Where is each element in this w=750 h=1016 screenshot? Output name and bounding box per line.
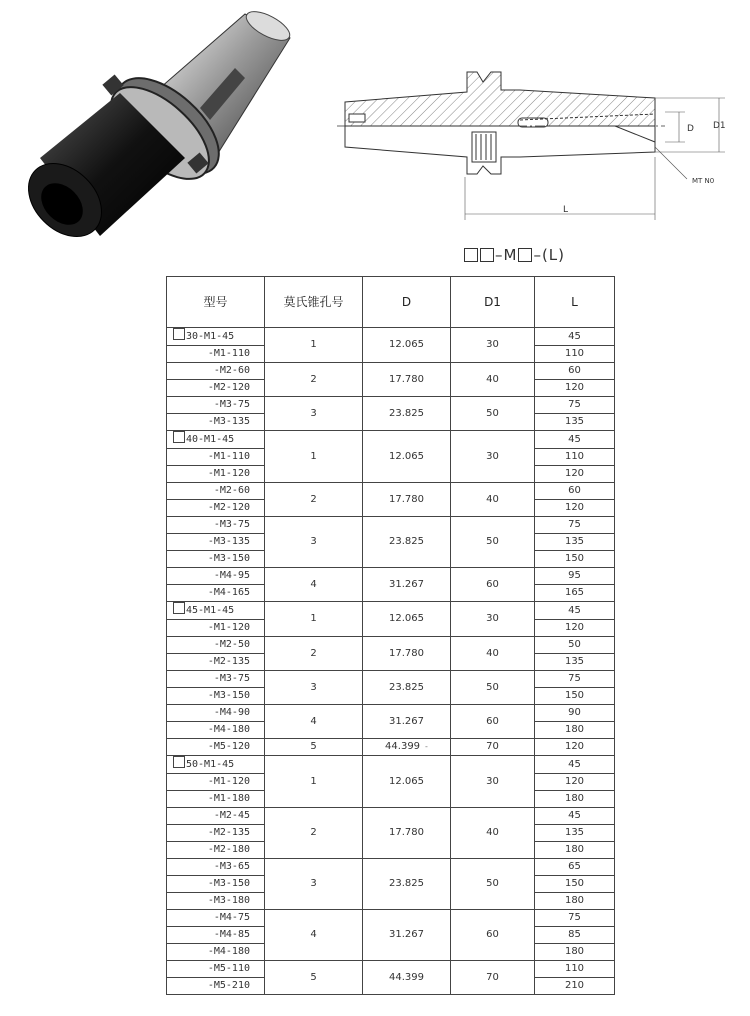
cell-taper: [265, 397, 363, 431]
cell-d1: [451, 602, 535, 637]
cell-l: 50: [535, 637, 615, 654]
table-row: [167, 739, 615, 756]
cell-taper: [265, 910, 363, 961]
cell-d1-value: 40: [486, 373, 499, 385]
cell-l: 95: [535, 568, 615, 585]
dim-label-d1: D1: [713, 121, 726, 131]
cell-taper-value: 2: [310, 493, 317, 505]
model-code: -M5-110: [207, 963, 250, 974]
model-code: 45-M1-45: [186, 605, 235, 616]
cell-model: [167, 722, 265, 739]
cell-model: [167, 483, 265, 500]
cell-model: [167, 876, 265, 893]
cell-taper-value: 3: [310, 536, 317, 547]
table-row: [167, 431, 615, 449]
cell-model: [167, 449, 265, 466]
cell-model: [167, 346, 265, 363]
cell-model: [167, 568, 265, 585]
cell-l: 75: [535, 671, 615, 688]
cell-d1-value: 50: [486, 536, 499, 547]
model-code: -M3-180: [207, 895, 250, 906]
table-row: [167, 602, 615, 620]
cell-d1-value: 70: [486, 741, 499, 752]
cell-l: 180: [535, 791, 615, 808]
model-code: -M3-65: [213, 861, 250, 872]
cell-d: [363, 671, 451, 705]
placeholder-box: [173, 328, 185, 340]
cell-l: 135: [535, 654, 615, 671]
cell-d-value: 12.065: [389, 450, 424, 462]
cell-l: 210: [535, 978, 615, 995]
cell-d1-value: 60: [486, 715, 499, 727]
model-code: -M1-180: [207, 793, 250, 804]
cell-taper: [265, 671, 363, 705]
model-code: -M3-150: [207, 553, 250, 564]
header-l: L: [535, 277, 615, 328]
cell-d1-value: 40: [486, 827, 499, 838]
cell-taper: [265, 859, 363, 910]
header-model: 型号: [167, 277, 265, 328]
cell-l: 150: [535, 551, 615, 568]
formula-mid: –M: [495, 246, 518, 264]
cell-d: [363, 961, 451, 995]
cell-model: [167, 517, 265, 534]
model-code: -M2-120: [207, 502, 250, 513]
cell-d-value: 31.267: [389, 929, 424, 940]
table-row: [167, 808, 615, 825]
cell-model: [167, 893, 265, 910]
cell-taper-value: 3: [310, 681, 317, 693]
cell-model: [167, 431, 265, 449]
spec-table: [166, 276, 615, 995]
cell-model: [167, 859, 265, 876]
cell-d1: [451, 637, 535, 671]
cell-l: 60: [535, 363, 615, 380]
cell-d1: [451, 397, 535, 431]
model-code-formula: [463, 245, 565, 265]
model-code: -M2-120: [207, 382, 250, 393]
header-d: D: [363, 277, 451, 328]
table-row: [167, 671, 615, 688]
model-code: -M3-75: [213, 399, 250, 410]
cell-d-value: 23.825: [389, 681, 424, 693]
cell-model: [167, 927, 265, 944]
cell-d1: [451, 517, 535, 568]
cell-model: [167, 620, 265, 637]
model-code: -M2-60: [213, 485, 250, 496]
cell-d: [363, 859, 451, 910]
cell-d: [363, 602, 451, 637]
placeholder-box: [480, 248, 494, 262]
cell-taper-value: 1: [310, 775, 317, 787]
model-code: -M2-45: [213, 810, 250, 821]
cell-l: 120: [535, 380, 615, 397]
dim-label-d: D: [687, 124, 694, 134]
cell-l: 45: [535, 431, 615, 449]
placeholder-box: [518, 248, 532, 262]
model-code: -M4-90: [213, 707, 250, 718]
cell-d1-value: 60: [486, 929, 499, 940]
cell-taper-value: 5: [310, 971, 317, 983]
dim-label-l: L: [563, 205, 569, 215]
cell-taper: [265, 756, 363, 808]
cell-d1: [451, 808, 535, 859]
cell-d1: [451, 859, 535, 910]
cell-d-value: 31.267: [389, 715, 424, 727]
cell-model: [167, 774, 265, 791]
cell-d: [363, 808, 451, 859]
table-row: [167, 517, 615, 534]
cell-l: 135: [535, 534, 615, 551]
cell-l: 85: [535, 927, 615, 944]
cell-l: 65: [535, 859, 615, 876]
cell-d: [363, 483, 451, 517]
cell-l: 110: [535, 346, 615, 363]
cell-taper: [265, 808, 363, 859]
cell-d1: [451, 739, 535, 756]
cell-d: [363, 637, 451, 671]
table-row: [167, 859, 615, 876]
cell-model: [167, 500, 265, 517]
cell-d: [363, 756, 451, 808]
cell-d1-value: 50: [486, 681, 499, 693]
cell-l: 45: [535, 602, 615, 620]
cell-taper-value: 3: [310, 407, 317, 419]
table-row: [167, 328, 615, 346]
cell-taper-value: 1: [310, 339, 317, 350]
dim-label-mt: MT N0: [692, 177, 715, 185]
cell-d: [363, 328, 451, 363]
cell-l: 180: [535, 944, 615, 961]
cell-d1-value: 60: [486, 578, 499, 590]
cell-d1-value: 30: [486, 613, 499, 624]
cell-d1: [451, 483, 535, 517]
header-d1: D1: [451, 277, 535, 328]
cell-model: [167, 705, 265, 722]
cell-d: [363, 397, 451, 431]
product-photo: [10, 8, 310, 243]
cell-taper: [265, 961, 363, 995]
cell-l: 180: [535, 722, 615, 739]
model-code: -M4-95: [213, 570, 250, 581]
cell-taper: [265, 602, 363, 637]
table-row: [167, 910, 615, 927]
cell-taper-value: 1: [310, 613, 317, 624]
model-code: -M1-120: [207, 468, 250, 479]
technical-drawing: [335, 62, 740, 237]
cell-model: [167, 910, 265, 927]
cell-d1-value: 30: [486, 775, 499, 787]
cell-d-value: 31.267: [389, 578, 424, 590]
cell-d1: [451, 568, 535, 602]
model-code: -M4-180: [207, 946, 250, 957]
table-row: [167, 637, 615, 654]
cell-l: 110: [535, 961, 615, 978]
cell-d-value: 12.065: [389, 339, 424, 350]
cell-model: [167, 637, 265, 654]
cell-d: [363, 739, 451, 756]
cell-taper: [265, 363, 363, 397]
cell-d: [363, 517, 451, 568]
cell-l: 75: [535, 397, 615, 414]
model-code: -M4-85: [213, 929, 250, 940]
cell-d1: [451, 705, 535, 739]
cell-model: [167, 756, 265, 774]
cell-d-value: 17.780: [389, 647, 424, 659]
cell-model: [167, 944, 265, 961]
cell-l: 120: [535, 774, 615, 791]
model-code: -M3-75: [213, 673, 250, 684]
cell-model: [167, 842, 265, 859]
cell-taper: [265, 483, 363, 517]
table-row: [167, 756, 615, 774]
cell-l: 120: [535, 500, 615, 517]
cell-taper-value: 2: [310, 647, 317, 659]
cell-model: [167, 585, 265, 602]
placeholder-box: [173, 431, 185, 443]
cell-taper: [265, 328, 363, 363]
cell-l: 45: [535, 756, 615, 774]
stray-mark: -: [425, 742, 428, 751]
model-code: -M1-110: [207, 451, 250, 462]
model-code: -M4-180: [207, 724, 250, 735]
cell-taper-value: 4: [310, 578, 317, 590]
cell-l: 180: [535, 842, 615, 859]
table-header-row: [167, 277, 615, 328]
table-row: [167, 363, 615, 380]
cell-taper-value: 1: [310, 450, 317, 462]
cell-model: [167, 328, 265, 346]
cell-d1: [451, 961, 535, 995]
cell-l: 45: [535, 328, 615, 346]
model-code: -M2-180: [207, 844, 250, 855]
model-code: -M2-50: [213, 639, 250, 650]
cell-d: [363, 568, 451, 602]
cell-l: 60: [535, 483, 615, 500]
model-code: -M1-110: [207, 348, 250, 359]
table-row: [167, 961, 615, 978]
cell-l: 120: [535, 620, 615, 637]
cell-d-value: 17.780: [389, 827, 424, 838]
cell-d: [363, 431, 451, 483]
cell-d: [363, 705, 451, 739]
cell-d1: [451, 431, 535, 483]
cell-model: [167, 534, 265, 551]
cell-l: 90: [535, 705, 615, 722]
cell-taper-value: 4: [310, 715, 317, 727]
cell-d1-value: 50: [486, 878, 499, 889]
cell-taper-value: 2: [310, 373, 317, 385]
cell-l: 135: [535, 414, 615, 431]
cell-model: [167, 654, 265, 671]
cell-model: [167, 808, 265, 825]
cell-d-value: 23.825: [389, 878, 424, 889]
cell-model: [167, 397, 265, 414]
model-code: -M5-210: [207, 980, 250, 991]
table-row: [167, 483, 615, 500]
model-code: 40-M1-45: [186, 434, 235, 445]
cell-l: 120: [535, 466, 615, 483]
cell-taper-value: 4: [310, 929, 317, 940]
cell-l: 150: [535, 688, 615, 705]
cell-l: 45: [535, 808, 615, 825]
placeholder-box: [173, 602, 185, 614]
cell-model: [167, 602, 265, 620]
placeholder-box: [464, 248, 478, 262]
placeholder-box: [173, 756, 185, 768]
cell-model: [167, 414, 265, 431]
cell-d-value: 44.399: [385, 741, 421, 752]
cell-taper: [265, 431, 363, 483]
cell-model: [167, 791, 265, 808]
cell-taper: [265, 739, 363, 756]
cell-l: 120: [535, 739, 615, 756]
cell-taper: [265, 568, 363, 602]
cell-l: 135: [535, 825, 615, 842]
cell-d-value: 12.065: [389, 775, 424, 787]
cell-taper-value: 3: [310, 878, 317, 889]
cell-d1-value: 50: [486, 407, 499, 419]
model-code: -M1-120: [207, 776, 250, 787]
model-code: -M4-75: [213, 912, 250, 923]
cell-model: [167, 978, 265, 995]
cell-d1-value: 30: [486, 339, 499, 350]
cell-d1: [451, 756, 535, 808]
cell-d-value: 12.065: [389, 613, 424, 624]
cell-model: [167, 380, 265, 397]
model-code: -M5-120: [207, 741, 250, 752]
cell-taper-value: 2: [310, 827, 317, 838]
cell-model: [167, 688, 265, 705]
model-code: -M3-135: [207, 536, 250, 547]
cell-l: 150: [535, 876, 615, 893]
model-code: -M2-135: [207, 656, 250, 667]
model-code: 50-M1-45: [186, 759, 235, 770]
cell-model: [167, 363, 265, 380]
cell-l: 110: [535, 449, 615, 466]
cell-d1: [451, 671, 535, 705]
cell-model: [167, 551, 265, 568]
model-code: -M3-150: [207, 878, 250, 889]
cell-d1: [451, 328, 535, 363]
cell-l: 165: [535, 585, 615, 602]
cell-l: 75: [535, 910, 615, 927]
cell-model: [167, 739, 265, 756]
model-code: -M4-165: [207, 587, 250, 598]
cell-taper: [265, 637, 363, 671]
model-code: -M3-150: [207, 690, 250, 701]
table-row: [167, 397, 615, 414]
model-code: -M2-60: [213, 365, 250, 376]
model-code: -M1-120: [207, 622, 250, 633]
model-code: -M3-135: [207, 416, 250, 427]
table-row: [167, 705, 615, 722]
table-row: [167, 568, 615, 585]
cell-d-value: 23.825: [389, 407, 424, 419]
cell-d1-value: 40: [486, 493, 499, 505]
model-code: -M2-135: [207, 827, 250, 838]
cell-d: [363, 363, 451, 397]
cell-d-value: 44.399: [389, 971, 424, 983]
header-taper: 莫氏锥孔号: [265, 277, 363, 328]
cell-d-value: 17.780: [389, 493, 424, 505]
cell-model: [167, 961, 265, 978]
cell-d: [363, 910, 451, 961]
cell-taper: [265, 705, 363, 739]
cell-d1: [451, 910, 535, 961]
model-code: 30-M1-45: [186, 331, 235, 342]
cell-d1-value: 40: [486, 647, 499, 659]
cell-d1-value: 70: [486, 971, 499, 983]
cell-l: 180: [535, 893, 615, 910]
cell-model: [167, 825, 265, 842]
cell-model: [167, 466, 265, 483]
model-code: -M3-75: [213, 519, 250, 530]
cell-d-value: 17.780: [389, 373, 424, 385]
formula-suffix: –(L): [533, 246, 566, 264]
cell-d1-value: 30: [486, 450, 499, 462]
cell-model: [167, 671, 265, 688]
cell-d-value: 23.825: [389, 536, 424, 547]
cell-taper-value: 5: [310, 741, 317, 752]
cell-l: 75: [535, 517, 615, 534]
cell-taper: [265, 517, 363, 568]
cell-d1: [451, 363, 535, 397]
